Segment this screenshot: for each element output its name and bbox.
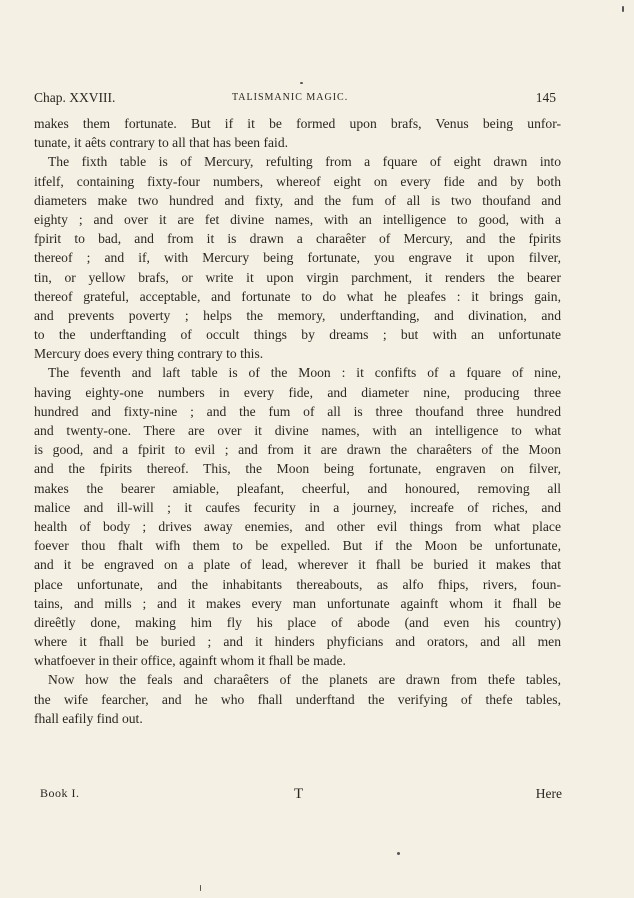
text-line: makes them fortunate. But if it be formed upon brafs, Venus being unfor- bbox=[34, 116, 561, 131]
text-line: foever thou fhalt wifh them to be expelled. But if the Moon be unfortunate, bbox=[34, 538, 561, 554]
text-line: where it fhall be buried ; and it hinders phyficians and orators, and all men bbox=[34, 634, 561, 650]
text-line: fpirit to bad, and from it is drawn a charaêter of Mercury, and the fpirits bbox=[34, 231, 561, 247]
chapter-heading: Chap. XXVIII. bbox=[34, 90, 116, 105]
ink-speck bbox=[300, 82, 303, 84]
text-line: the wife fearcher, and he who fhall underftand the verifying of thefe tables, bbox=[34, 691, 561, 707]
text-line: and prevents poverty ; helps the memory, underftanding, and divination, and bbox=[34, 307, 561, 323]
text-line: and the fpirits thereof. This, the Moon being fortunate, engraven on filver, bbox=[34, 461, 561, 477]
text-line: itfelf, containing fixty-four numbers, whereof eight on every fide and by both bbox=[34, 173, 561, 189]
text-line: thereof grateful, acceptable, and fortunate to do what he pleafes : it brings gain, bbox=[34, 288, 561, 304]
text-line: Mercury does every thing contrary to this. bbox=[34, 346, 264, 362]
page-number: 145 bbox=[535, 90, 556, 105]
running-title: TALISMANIC MAGIC. bbox=[232, 92, 349, 103]
text-line: malice and ill-will ; it caufes fecurity in a journey, increafe of riches, and bbox=[34, 499, 561, 515]
text-line: having eighty-one numbers in every fide, and diameter nine, producing three bbox=[34, 384, 561, 400]
text-line: direêtly done, making him fly his place of abode (and even his country) bbox=[34, 614, 561, 630]
text-line: eighty ; and over it are fet divine names, with an intelligence to good, with a bbox=[34, 211, 561, 227]
text-line: is good, and a fpirit to evil ; and from it are drawn the charaêters of the Moon bbox=[34, 442, 561, 458]
body-text bbox=[34, 114, 561, 728]
page-footer bbox=[40, 786, 562, 806]
text-line: tunate, it aêts contrary to all that has been faid. bbox=[34, 135, 289, 151]
catchword: Here bbox=[535, 786, 562, 801]
text-line: thereof ; and if, with Mercury being fortunate, you engrave it upon filver, bbox=[34, 250, 561, 266]
ink-speck bbox=[622, 6, 624, 12]
text-line: diameters make two hundred and fixty, and the fum of all is two thoufand and bbox=[34, 192, 561, 208]
ink-speck bbox=[397, 852, 400, 855]
text-line: makes the bearer amiable, pleafant, cheerful, and honoured, removing all bbox=[34, 480, 561, 496]
paragraph-start-line: Now how the feals and charaêters of the planets are drawn from thefe tables, bbox=[48, 672, 561, 688]
text-line: fhall eafily find out. bbox=[34, 710, 143, 726]
text-line: to the underftanding of occult things by dreams ; but with an unfortunate bbox=[34, 327, 561, 343]
paragraph-start-line: The fixth table is of Mercury, refulting from a fquare of eight drawn into bbox=[48, 154, 561, 170]
text-line: tin, or yellow brafs, or write it upon virgin parchment, it renders the bearer bbox=[34, 269, 561, 285]
text-line: place unfortunate, and the inhabitants thereabouts, as alfo fhips, rivers, foun- bbox=[34, 576, 561, 592]
signature-book-label: Book I. bbox=[40, 786, 80, 800]
paragraph-start-line: The feventh and laft table is of the Moon : it confifts of a fquare of nine, bbox=[48, 365, 561, 381]
signature-mark: T bbox=[294, 786, 304, 802]
text-line: and twenty-one. There are over it divine names, with an intelligence to what bbox=[34, 423, 561, 438]
ink-speck bbox=[200, 885, 201, 891]
text-line: tains, and mills ; and it makes every man unfortunate againft whom it fhall be bbox=[34, 595, 561, 611]
text-line: health of body ; drives away enemies, and other evil things from what place bbox=[34, 518, 561, 534]
page-header bbox=[34, 90, 562, 110]
text-line: whatfoever in their office, againft whom it fhall be made. bbox=[34, 653, 346, 669]
text-line: hundred and fixty-nine ; and the fum of all is three thoufand three hundred bbox=[34, 403, 561, 419]
text-line: and it be engraved on a plate of lead, wherever it fhall be buried it makes that bbox=[34, 557, 561, 573]
